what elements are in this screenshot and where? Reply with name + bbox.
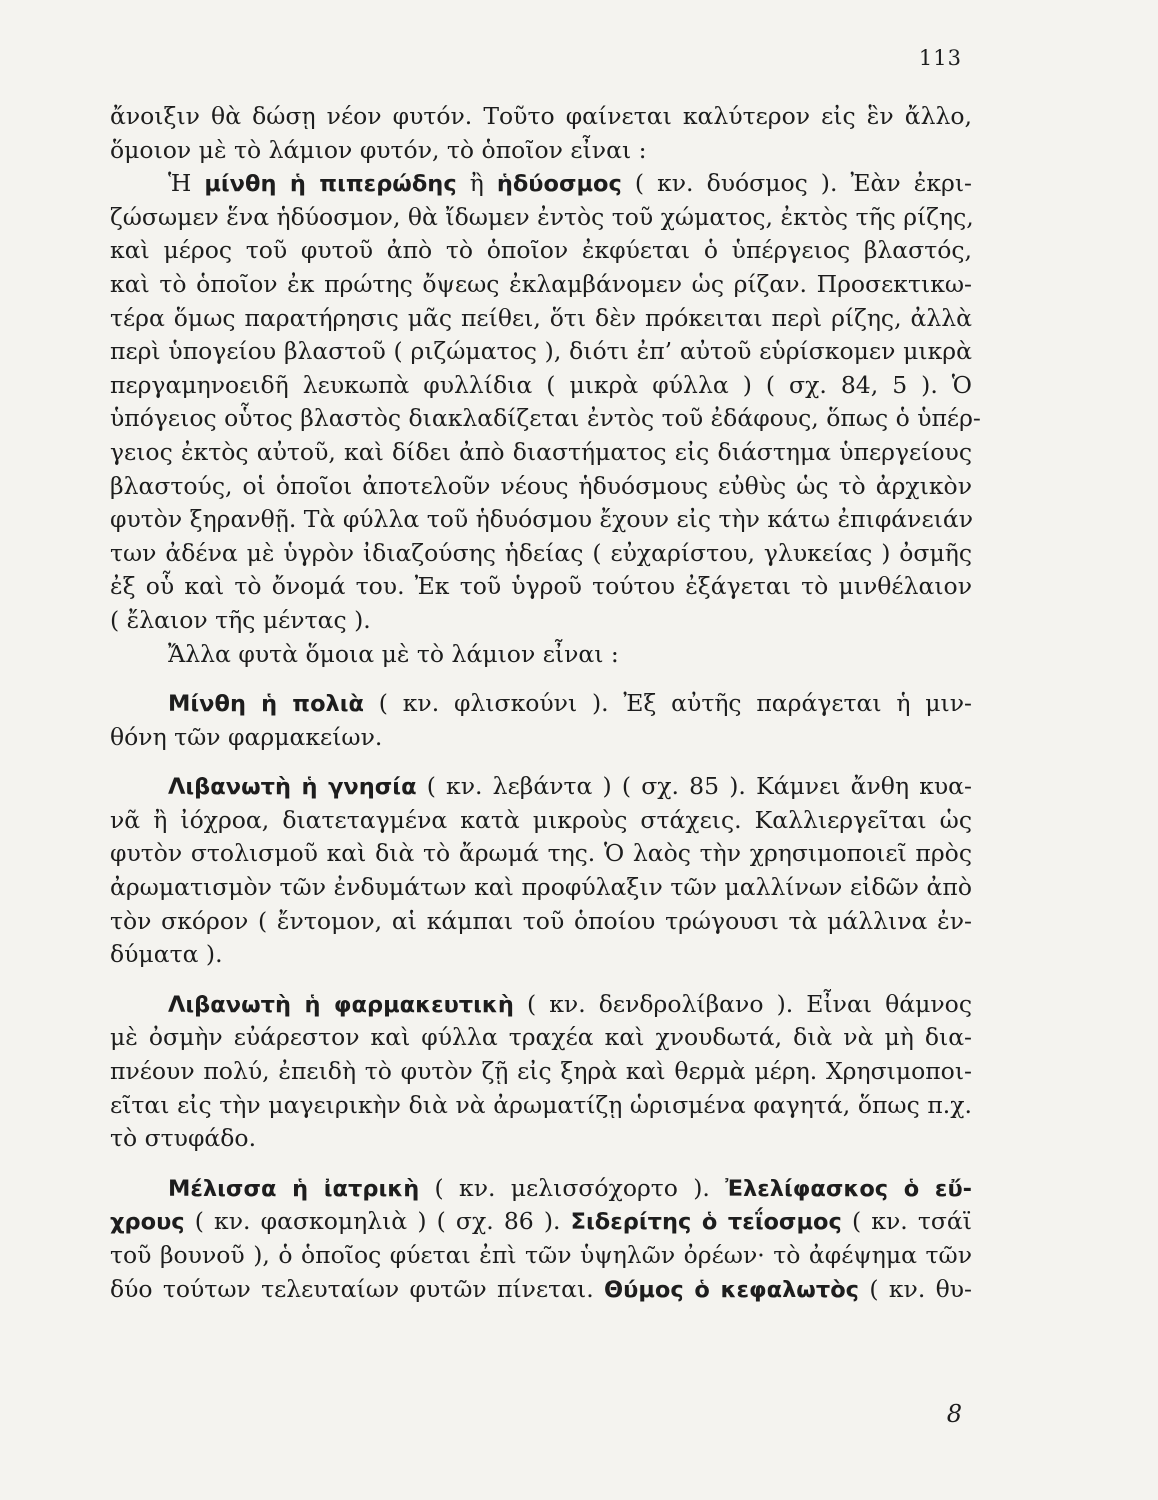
text-run: ( κν. θυ- (859, 1274, 972, 1303)
text-line (110, 837, 972, 871)
bold-term: Θύμος ὁ κεφαλωτὸς (604, 1276, 860, 1303)
text-line (110, 1205, 972, 1239)
text-run: Ἡ (168, 169, 205, 198)
text-run: ( κν. τσάϊ (841, 1207, 972, 1236)
text-run: ( κν. λεβάντα ) ( σχ. 85 ). Κάμνει ἄνθη κυα- (416, 772, 972, 801)
text-line (110, 988, 972, 1022)
text-run: Ἄλλα φυτὰ ὅμοια μὲ τὸ λάμιον εἶναι : (168, 639, 619, 668)
text-line (110, 100, 972, 134)
text-run: εῖται εἰς τὴν μαγειρικὴν διὰ νὰ ἀρωματίζῃ ὡρισμένα φαγητά, ὅπως π.χ. (110, 1090, 972, 1119)
text-line (110, 436, 972, 470)
text-run: νᾶ ἢ ἰόχροα, διατεταγμένα κατὰ μικροὺς στάχεις. Καλλιεργεῖται ὡς (110, 805, 972, 834)
text-run: ( κν. δυόσμος ). Ἐὰν ἐκρι- (621, 169, 972, 198)
text-line (110, 1055, 972, 1089)
text-run: καὶ τὸ ὁποῖον ἐκ πρώτης ὄψεως ἐκλαμβάνομεν ὡς ρίζαν. Προσεκτικω- (110, 269, 972, 298)
page-number: 113 (918, 46, 962, 70)
body-text (110, 100, 981, 1306)
text-run: ( κν. φλισκούνι ). Ἐξ αὐτῆς παράγεται ἡ μιν- (364, 689, 972, 718)
text-run: πνέουν πολύ, ἐπειδὴ τὸ φυτὸν ζῇ εἰς ξηρὰ καὶ θερμὰ μέρη. Χρησιμοποι- (110, 1057, 972, 1086)
text-line (110, 770, 972, 804)
text-run: ( κν. μελισσόχορτο ). (419, 1173, 726, 1202)
text-run: ἢ (456, 169, 497, 198)
text-line (110, 1239, 972, 1273)
text-line (110, 804, 972, 838)
text-run: ζώσωμεν ἕνα ἡδύοσμον, θὰ ἴδωμεν ἐντὸς τοῦ χώματος, ἐκτὸς τῆς ρίζης, (110, 202, 974, 231)
text-run: περὶ ὑπογείου βλαστοῦ ( ριζώματος ), διότι ἐπ’ αὐτοῦ εὑρίσκομεν μικρὰ (110, 337, 972, 366)
text-run: καὶ μέρος τοῦ φυτοῦ ἀπὸ τὸ ὁποῖον ἐκφύεται ὁ ὑπέργειος βλαστός, (110, 236, 972, 265)
text-line (110, 470, 972, 504)
text-line (110, 369, 972, 403)
text-run: ἀρωματισμὸν τῶν ἐνδυμάτων καὶ προφύλαξιν τῶν μαλλίνων εἰδῶν ἀπὸ (110, 873, 972, 902)
bold-term: Σιδερίτης ὁ τεΐοσμος (570, 1209, 842, 1236)
text-line (110, 638, 972, 672)
text-run: ( κν. φασκομηλιὰ ) ( σχ. 86 ). (184, 1207, 571, 1236)
text-run: γειος ἐκτὸς αὐτοῦ, καὶ δίδει ἀπὸ διαστήματος εἰς διάστημα ὑπεργείους (110, 437, 972, 466)
text-line (110, 1122, 972, 1156)
text-run: θόνη τῶν φαρμακείων. (110, 722, 383, 751)
text-run: τέρα ὅμως παρατήρησις μᾶς πείθει, ὅτι δὲν πρόκειται περὶ ρίζης, ἀλλὰ (110, 303, 972, 332)
text-line (110, 1273, 972, 1307)
text-run: φυτὸν ξηρανθῇ. Τὰ φύλλα τοῦ ἡδυόσμου ἔχουν εἰς τὴν κάτω ἐπιφάνειάν (110, 505, 973, 534)
text-run: τὸν σκόρον ( ἔντομον, αἱ κάμπαι τοῦ ὁποίου τρώγουσι τὰ μάλλινα ἐν- (110, 906, 972, 935)
text-line (110, 1172, 972, 1206)
bold-term: ἡδύοσμος (496, 171, 622, 198)
text-line (110, 905, 972, 939)
text-run: ὅμοιον μὲ τὸ λάμιον φυτόν, τὸ ὁποῖον εἶναι : (110, 135, 647, 164)
text-line (110, 503, 972, 537)
bold-term: Λιβανωτὴ ἡ γνησία (168, 774, 417, 801)
text-run: τοῦ βουνοῦ ), ὁ ὁποῖος φύεται ἐπὶ τῶν ὑψηλῶν ὀρέων· τὸ ἀφέψημα τῶν (110, 1241, 972, 1269)
text-line (110, 335, 972, 369)
text-run: ὑπόγειος οὗτος βλαστὸς διακλαδίζεται ἐντὸς τοῦ ἐδάφους, ὅπως ὁ ὑπέρ- (110, 404, 981, 433)
bold-term: Ἐλελίφασκος ὁ εὔ- (725, 1175, 972, 1202)
bold-term: Λιβανωτὴ ἡ φαρμακευτικὴ (168, 991, 514, 1018)
text-run: τὸ στυφάδο. (110, 1124, 257, 1153)
text-line (110, 268, 972, 302)
text-line (110, 537, 972, 571)
text-run: ἐξ οὗ καὶ τὸ ὄνομά του. Ἐκ τοῦ ὑγροῦ τούτου ἐξάγεται τὸ μινθέλαιον (110, 572, 972, 601)
text-run: φυτὸν στολισμοῦ καὶ διὰ τὸ ἄρωμά της. Ὁ λαὸς τὴν χρησιμοποιεῖ πρὸς (110, 839, 972, 868)
bold-term: μίνθη ἡ πιπερώδης (204, 171, 457, 198)
bold-term: Μέλισσα ἡ ἰατρικὴ (168, 1175, 420, 1202)
text-run: δύο τούτων τελευταίων φυτῶν πίνεται. (110, 1274, 604, 1303)
text-run: ( κν. δενδρολίβανο ). Εἶναι θάμνος (513, 989, 972, 1018)
text-run: των ἀδένα μὲ ὑγρὸν ἰδιαζούσης ἡδείας ( εὐχαρίστου, γλυκείας ) ὀσμῆς (110, 538, 972, 567)
text-run: δύματα ). (110, 940, 223, 969)
text-line (110, 1089, 972, 1123)
text-run: ἄνοιξιν θὰ δώσῃ νέον φυτόν. Τοῦτο φαίνεται καλύτερον εἰς ἓν ἄλλο, (110, 102, 972, 130)
bold-term: Μίνθη ἡ πολιὰ (168, 691, 364, 718)
text-run: βλαστούς, οἱ ὁποῖοι ἀποτελοῦν νέους ἡδυόσμους εὐθὺς ὡς τὸ ἀρχικὸν (110, 471, 972, 500)
text-line (110, 604, 972, 638)
text-line (110, 201, 972, 235)
text-line (110, 302, 972, 336)
text-line (110, 721, 972, 755)
text-line (110, 402, 981, 436)
text-run: περγαμηνοειδῆ λευκωπὰ φυλλίδια ( μικρὰ φύλλα ) ( σχ. 84, 5 ). Ὁ (110, 370, 972, 399)
bold-term: χρους (110, 1209, 185, 1236)
text-line (110, 570, 972, 604)
text-run: ( ἔλαιον τῆς μέντας ). (110, 605, 371, 634)
text-line (110, 134, 972, 168)
signature-mark: 8 (946, 1400, 962, 1428)
text-run: μὲ ὀσμὴν εὐάρεστον καὶ φύλλα τραχέα καὶ χνουδωτά, διὰ νὰ μὴ δια- (110, 1023, 972, 1052)
text-line (110, 938, 972, 972)
text-line (110, 167, 972, 201)
text-line (110, 1021, 972, 1055)
text-line (110, 871, 972, 905)
text-line (110, 687, 972, 721)
text-line (110, 234, 972, 268)
